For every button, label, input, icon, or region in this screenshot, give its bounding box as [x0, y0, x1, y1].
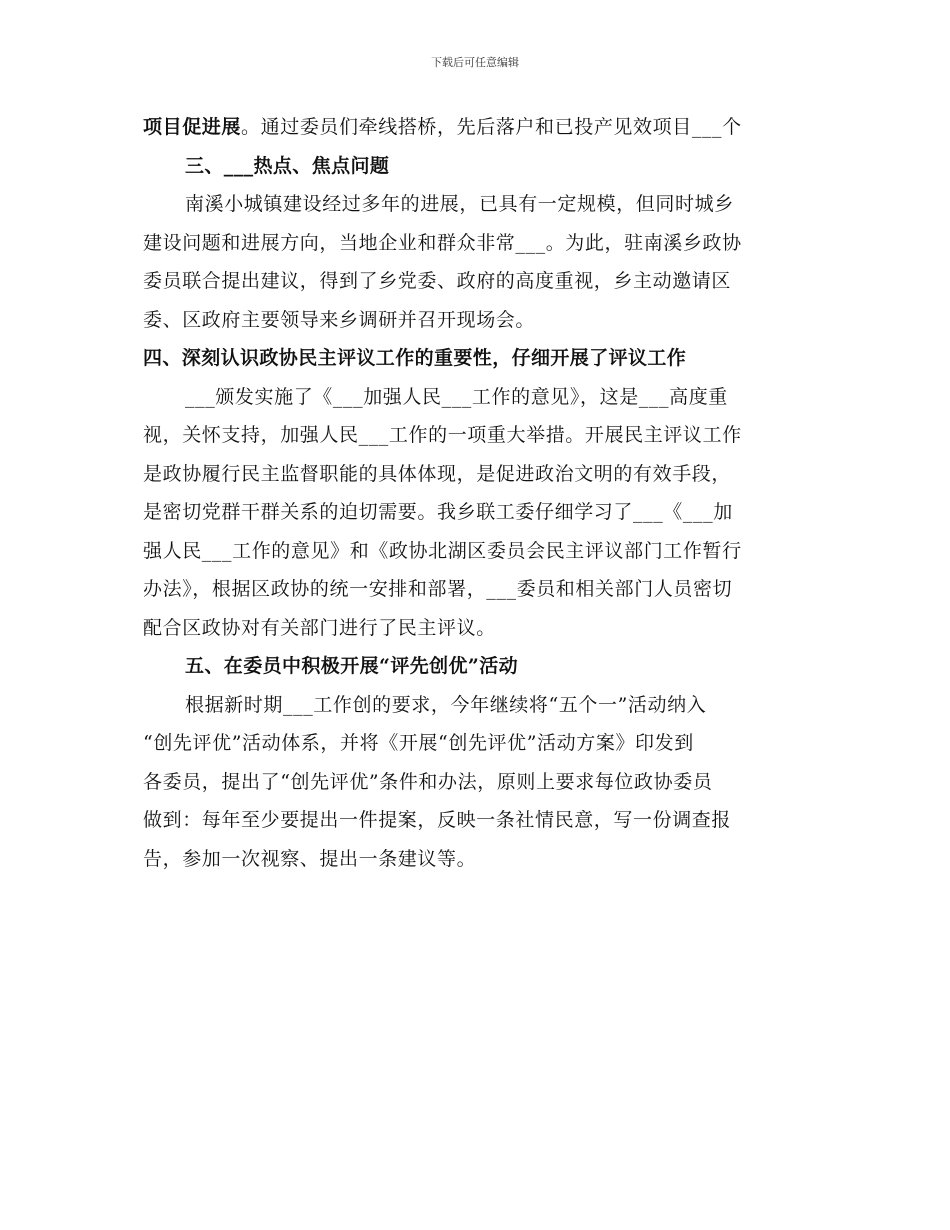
paragraph-line: 各委员，提出了“创先评优”条件和办法，原则上要求每位政协委员 [143, 770, 713, 793]
paragraph-line: 委、区政府主要领导来乡调研并召开现场会。 [143, 308, 536, 331]
paragraph-line: 强人民___工作的意见》和《政协北湖区委员会民主评议部门工作暂行 [143, 539, 742, 562]
paragraph-3 [143, 185, 815, 339]
paragraph-line: 办法》，根据区政协的统一安排和部署，___委员和相关部门人员密切 [143, 578, 733, 600]
section-heading-5: 五、在委员中积极开展“评先创优”活动 [185, 655, 519, 677]
paragraph-line: 南溪小城镇建设经过多年的进展，已具有一定规模，但同时城乡 [185, 193, 734, 215]
paragraph-line: 是密切党群干群关系的迫切需要。我乡联工委仔细学习了___《___加 [143, 501, 733, 523]
document-body [143, 108, 815, 878]
paragraph-line: 做到：每年至少要提出一件提案，反映一条社情民意，写一份调查报 [143, 809, 732, 831]
paragraph-line: 建设问题和进展方向，当地企业和群众非常___。为此，驻南溪乡政协 [143, 231, 742, 254]
paragraph-line [143, 108, 815, 147]
paragraph-line: 是政协履行民主监督职能的具体体现，是促进政治文明的有效手段， [143, 462, 732, 485]
section-heading-3: 三、___热点、焦点问题 [185, 154, 390, 177]
bold-lead-text: 项目促进展 [143, 116, 242, 138]
paragraph-line: 根据新时期___工作创的要求，今年继续将“五个一”活动纳入 [185, 693, 707, 716]
section-heading-4: 四、深刻认识政协民主评议工作的重要性，仔细开展了评议工作 [143, 347, 687, 369]
paragraph-line: 委员联合提出建议，得到了乡党委、政府的高度重视，乡主动邀请区 [143, 270, 732, 292]
paragraph-line: 配合区政协对有关部门进行了民主评议。 [143, 616, 496, 639]
paragraph-4 [143, 378, 815, 648]
paragraph-line: “创先评优”活动体系，并将《开展“创先评优”活动方案》印发到 [143, 732, 694, 754]
paragraph-line: ___颁发实施了《___加强人民___工作的意见》，这是___高度重 [185, 385, 728, 408]
paragraph-line: 视，关怀支持，加强人民___工作的一项重大举措。开展民主评议工作 [143, 424, 742, 446]
paragraph-text: 。通过委员们牵线搭桥，先后落户和已投产见效项目___个 [241, 116, 742, 138]
page-header-note: 下载后可任意编辑 [431, 56, 519, 69]
paragraph-line: 告，参加一次视察、提出一条建议等。 [143, 847, 477, 870]
paragraph-5 [143, 686, 815, 879]
